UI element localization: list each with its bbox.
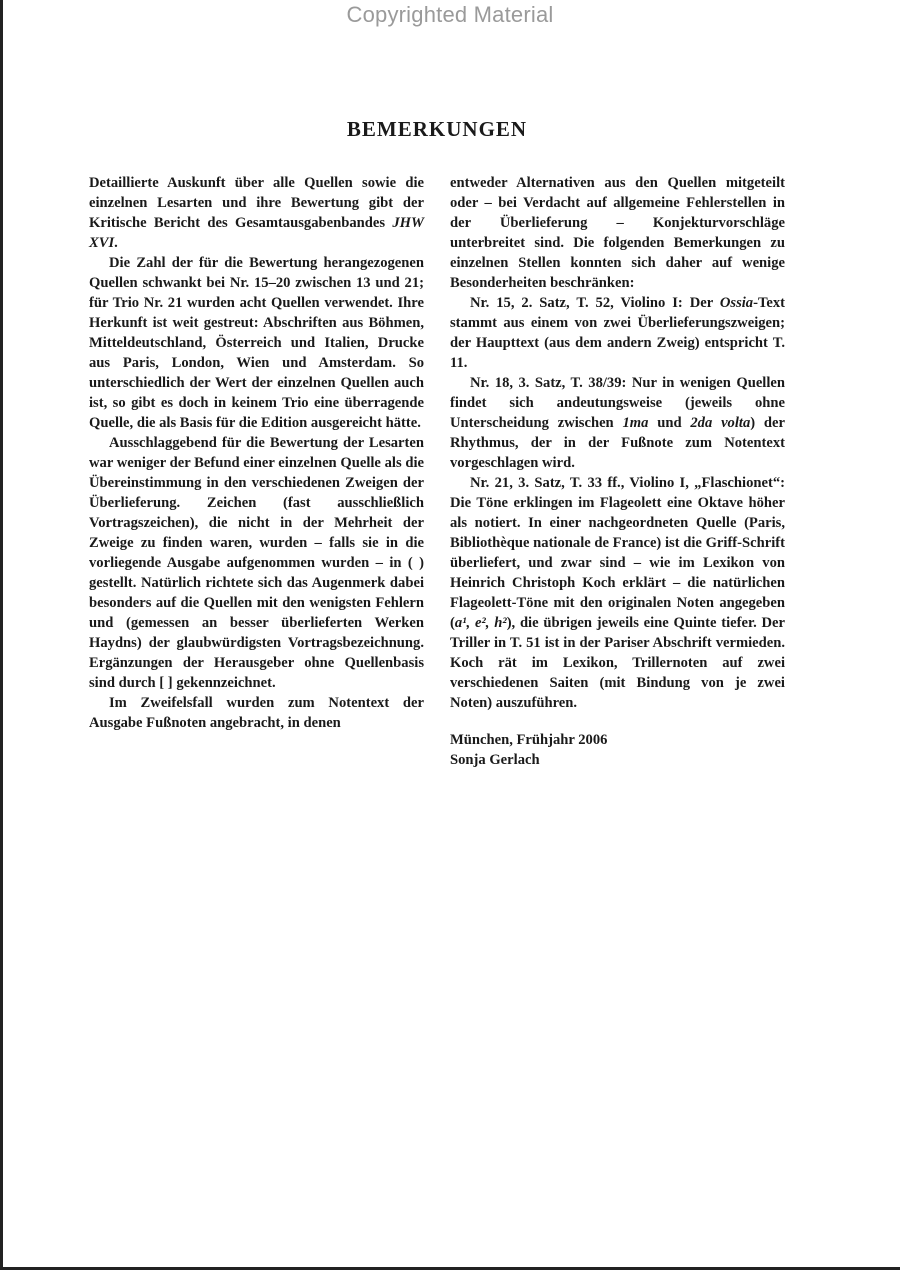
copyright-watermark: Copyrighted Material [346, 2, 554, 27]
italic-run: Ossia [719, 295, 754, 311]
text-run: Nr. 18, 3. Satz, T. 38/39: Nur in wenigen Quellen findet sich andeutungsweise (jeweils ohne Unterscheidung zwischen [450, 375, 785, 431]
text-run: und [648, 415, 691, 431]
right-column [450, 173, 785, 770]
italic-run: 2da volta [690, 415, 751, 431]
text-run: . [114, 235, 118, 251]
paragraph-sources-overview [89, 173, 424, 253]
text-run: Detaillierte Auskunft über alle Quellen sowie die einzelnen Lesarten und ihre Bewertung gibt der Kritische Bericht des Gesamtausgabenbandes [89, 175, 424, 231]
paragraph-note-nr15 [450, 293, 785, 373]
text-run: ), die übrigen jeweils eine Quinte tiefer. Der Triller in T. 51 ist in der Pariser Abschrift vermieden. Koch rät im Lexikon, Trillernoten auf zwei verschiedenen Saiten (mit Bindung von je zwei Noten) auszuführen. [450, 615, 785, 711]
text-run: Nr. 15, 2. Satz, T. 52, Violino I: Der [470, 295, 720, 311]
text-run: ) der Rhythmus, der in der Fußnote zum Notentext vorgeschlagen wird. [450, 415, 785, 471]
page-edge-left [0, 0, 3, 1270]
italic-run: 1ma [622, 415, 649, 431]
paragraph-footnotes-continued: entweder Alternativen aus den Quellen mitgeteilt oder – bei Verdacht auf allgemeine Fehlerstellen in der Überlieferung – Konjekturvorschläge unterbreitet sind. Die folgenden Bemerkungen zu einzelnen Stellen konnten sich daher auf wenige Besonderheiten beschränken: [450, 175, 785, 291]
page-title: BEMERKUNGEN [346, 117, 528, 141]
paragraph-note-nr18 [450, 373, 785, 473]
signature-block [450, 730, 785, 770]
author-name: Sonja Gerlach [450, 752, 540, 768]
text-run: -Text stammt aus einem von zwei Überlieferungszweigen; der Haupttext (aus dem andern Zweig) entspricht T. 11. [450, 295, 785, 371]
paragraph-footnotes: Im Zweifelsfall wurden zum Notentext der Ausgabe Fußnoten angebracht, in denen [89, 695, 424, 731]
italic-run: a¹, e², h² [454, 615, 507, 631]
paragraph-readings-evaluation: Ausschlaggebend für die Bewertung der Lesarten war weniger der Befund einer einzelnen Quelle als die Übereinstimmung in den verschiedenen Zweigen der Überlieferung. Zeichen (fast ausschließlich Vortragszeichen), die nicht in der Mehrheit der Zweige zu finden waren, wurden – falls sie in die vorliegende Ausgabe aufgenommen wurden – in ( ) gestellt. Natürlich richtete sich das Augenmerk dabei besonders auf die Quellen mit den wenigsten Fehlern und (gemessen an besser überlieferten Werken Haydns) der glaubwürdigsten Vortragsbezeichnung. Ergänzungen der Herausgeber ohne Quellenbasis sind durch [ ] gekennzeichnet. [89, 435, 424, 691]
paragraph-source-count: Die Zahl der für die Bewertung herangezogenen Quellen schwankt bei Nr. 15–20 zwischen 13 und 21; für Trio Nr. 21 wurden acht Quellen verwendet. Ihre Herkunft ist weit gestreut: Abschriften aus Böhmen, Mitteldeutschland, Österreich und Italien, Drucke aus Paris, London, Wien und Amsterdam. So unterschiedlich der Wert der einzelnen Quellen auch ist, so gibt es doch in keinem Trio eine überragende Quelle, die als Basis für die Edition ausgereicht hätte. [89, 255, 424, 431]
paragraph-note-nr21 [450, 473, 785, 713]
text-run: Nr. 21, 3. Satz, T. 33 ff., Violino I, „Flaschionet“: Die Töne erklingen im Flageolett eine Oktave höher als notiert. In einer nachgeordneten Quelle (Paris, Bibliothèque nationale de France) ist die Griff-Schrift überliefert, und zwar sind – wie im Lexikon von Heinrich Christoph Koch erklärt – die natürlichen Flageolett-Töne mit den originalen Noten angegeben ( [450, 475, 785, 631]
italic-run: JHW XVI [89, 215, 424, 251]
left-column [89, 173, 424, 733]
place-date: München, Frühjahr 2006 [450, 732, 608, 748]
